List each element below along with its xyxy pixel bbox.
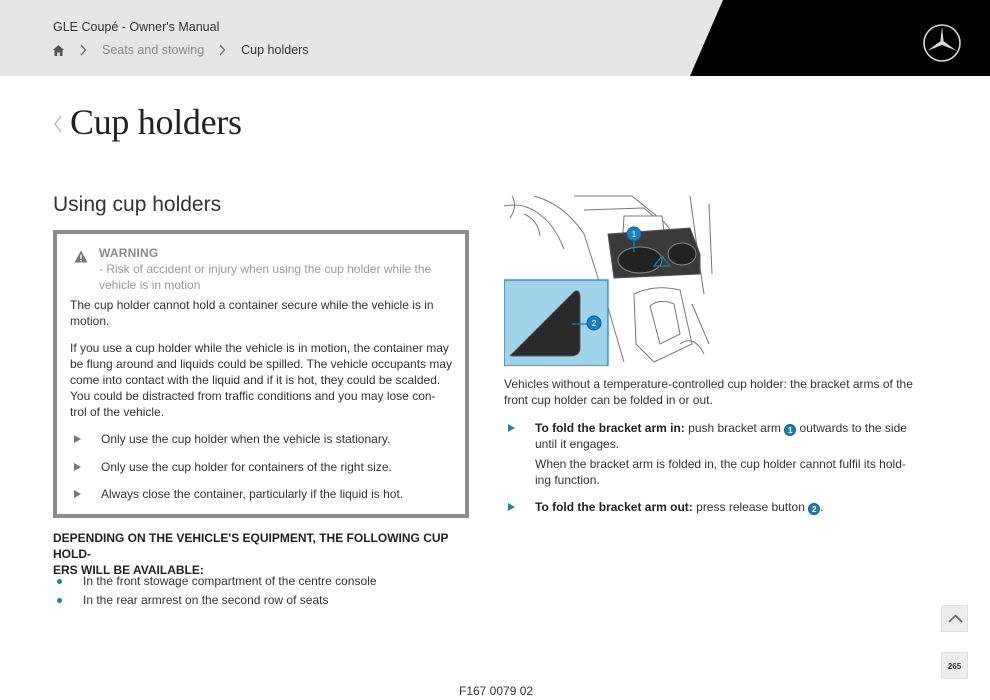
- paragraph-line: be flung around and liquids could be spilled. The vehicle occupants may: [70, 357, 453, 371]
- header-bar: [0, 0, 990, 76]
- breadcrumb-seats-and-stowing[interactable]: Seats and stowing: [102, 43, 205, 57]
- warning-box: [53, 230, 469, 518]
- description-line: Vehicles without a temperature-controlled cup holder: the bracket arms of the: [504, 377, 913, 391]
- warning-paragraph: [70, 340, 456, 420]
- page-number-badge[interactable]: 265: [941, 652, 968, 679]
- chevron-up-icon: [942, 606, 969, 633]
- description: [504, 376, 924, 408]
- chevron-right-icon: [79, 44, 87, 56]
- heading-line: DEPENDING ON THE VEHICLE'S EQUIPMENT, THE FOLLOWING CUP HOLD-: [53, 531, 449, 561]
- paragraph-line: You could be distracted from traffic conditions and you may lose con-: [70, 389, 436, 403]
- step-text: .: [820, 500, 824, 514]
- paragraph-line: come into contact with the liquid and if it is hot, they could be scalded.: [70, 373, 441, 387]
- triangle-bullet-icon: [74, 490, 81, 498]
- list-item-text: In the front stowage compartment of the centre console: [83, 574, 377, 588]
- manual-title: GLE Coupé - Owner's Manual: [53, 20, 220, 34]
- step-body: [535, 499, 915, 515]
- step-body: [535, 420, 915, 488]
- paragraph-line: motion.: [70, 314, 110, 328]
- number-badge-1: 1: [784, 424, 796, 436]
- page-title: Cup holders: [70, 102, 242, 142]
- heading-line: ERS WILL BE AVAILABLE:: [53, 563, 204, 577]
- paragraph-line: If you use a cup holder while the vehicle is in motion, the container may: [70, 341, 449, 355]
- chevron-left-icon[interactable]: [52, 114, 64, 134]
- description-line: front cup holder can be folded in or out.: [504, 393, 713, 407]
- paragraph-line: trol of the vehicle.: [70, 405, 165, 419]
- warning-list-text: Always close the container, particularly if the liquid is hot.: [101, 487, 404, 501]
- step-label: To fold the bracket arm in:: [535, 421, 685, 435]
- bullet-dot: [57, 579, 62, 584]
- triangle-bullet-icon: [508, 424, 515, 432]
- warning-label: WARNING: [99, 246, 159, 260]
- warning-paragraph: [70, 297, 450, 329]
- triangle-bullet-icon: [508, 503, 515, 511]
- scroll-to-top-button[interactable]: [941, 605, 968, 632]
- bullet-dot: [57, 598, 62, 603]
- figure-code: F167 0079 02: [459, 684, 534, 698]
- step-text: push bracket arm: [688, 421, 781, 435]
- warning-list-text: Only use the cup holder when the vehicle is stationary.: [101, 432, 391, 446]
- breadcrumb-cup-holders: Cup holders: [241, 43, 309, 57]
- paragraph-line: The cup holder cannot hold a container secure while the vehicle is in: [70, 298, 434, 312]
- triangle-bullet-icon: [74, 435, 81, 443]
- step-text: outwards to the side: [799, 421, 907, 435]
- step-text: press release button: [696, 500, 805, 514]
- warning-list-text: Only use the cup holder for containers of the right size.: [101, 460, 392, 474]
- step-line: [535, 420, 915, 436]
- equipment-heading: [53, 530, 473, 578]
- step-note: [535, 456, 915, 488]
- section-heading: Using cup holders: [53, 193, 222, 216]
- callout-2: 2: [591, 319, 597, 328]
- three-pointed-star-logo[interactable]: [922, 23, 962, 63]
- callout-1: 1: [631, 230, 637, 239]
- triangle-bullet-icon: [74, 463, 81, 471]
- breadcrumb: [52, 42, 309, 58]
- chevron-right-icon: [218, 44, 226, 56]
- step-line: until it engages.: [535, 437, 620, 451]
- home-icon[interactable]: [52, 44, 65, 57]
- warning-triangle-icon: [74, 250, 88, 263]
- warning-subtitle-line: vehicle is in motion: [99, 278, 201, 292]
- step-label: To fold the bracket arm out:: [535, 500, 693, 514]
- step-note-line: When the bracket arm is folded in, the cup holder cannot fulfil its hold-: [535, 457, 906, 471]
- list-item-text: In the rear armrest on the second row of seats: [83, 593, 329, 607]
- step-note-line: ing function.: [535, 473, 600, 487]
- cup-holder-illustration: [504, 194, 714, 366]
- warning-subtitle: [99, 261, 449, 293]
- number-badge-2: 2: [808, 503, 820, 515]
- warning-subtitle-line: - Risk of accident or injury when using the cup holder while the: [99, 262, 432, 276]
